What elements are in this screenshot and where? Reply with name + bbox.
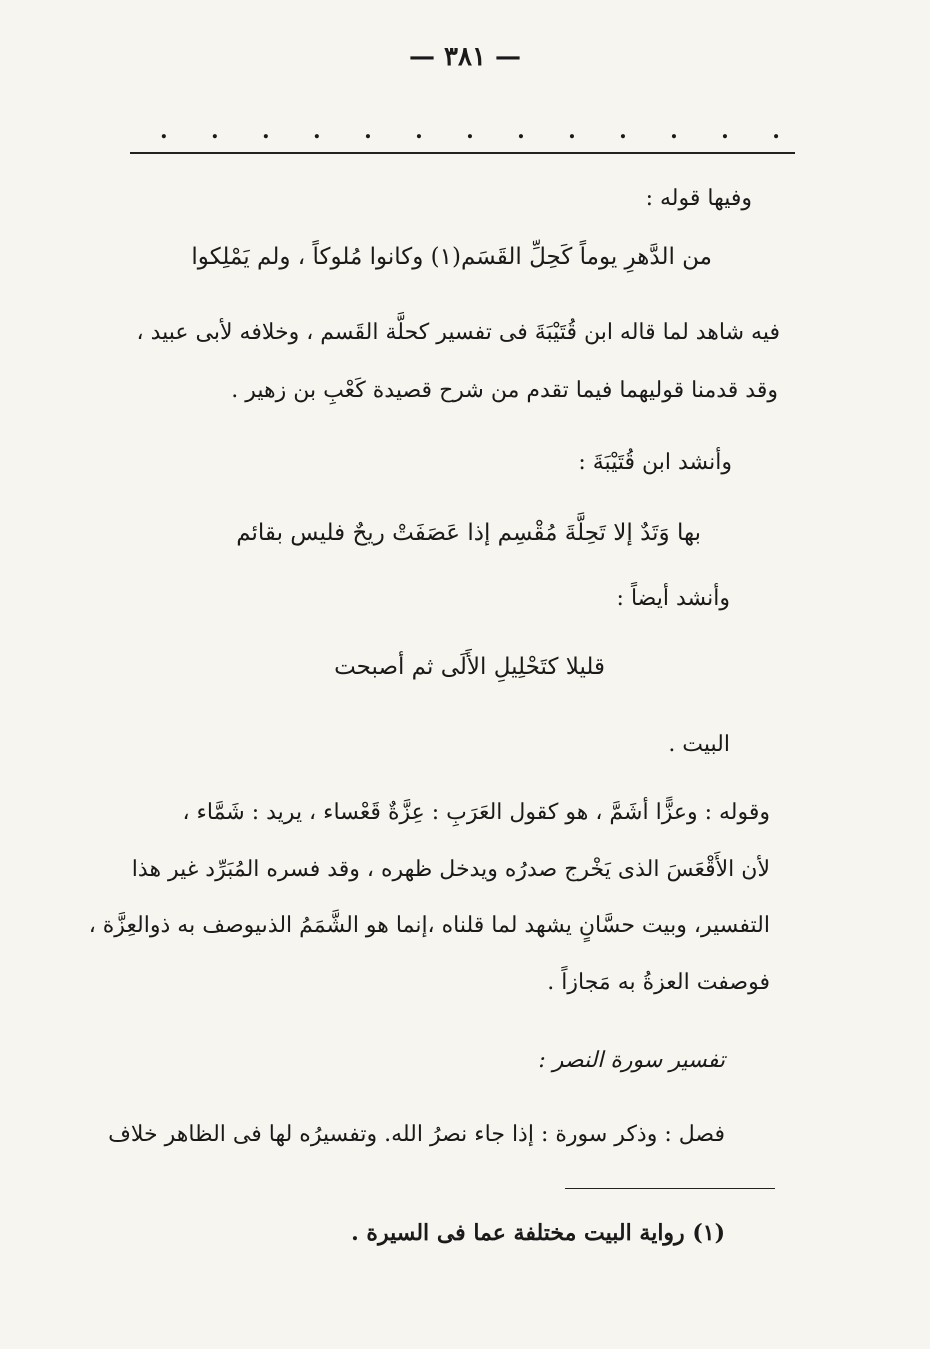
footnote: (١) رواية البيت مختلفة عما فى السيرة . (351, 1220, 725, 1246)
dot: . (415, 118, 423, 144)
text-line: وأنشد ابن قُتَيْبَةَ : (578, 450, 732, 475)
page-number: — ٣٨١ — (408, 42, 522, 72)
verse-line (334, 654, 605, 682)
dot: . (619, 118, 627, 144)
ornament-dots (160, 118, 780, 144)
text-line: فيه شاهد لما قاله ابن قُتَيْبَةَ فى تفسير كحلَّة القَسم ، وخلافه لأبى عبيد ، (136, 320, 780, 345)
dot: . (364, 118, 372, 144)
text-line: وفيها قوله : (645, 186, 752, 211)
dot: . (160, 118, 168, 144)
text-line: وقوله : وعزًّا أشَمَّ ، هو كقول العَرَبِ : عِزَّةٌ قَعْساء ، يريد : شَمَّاء ، (182, 800, 770, 825)
dot: . (313, 118, 321, 144)
text-line: وقد قدمنا قوليهما فيما تقدم من شرح قصيدة كَعْبِ بن زهير . (231, 378, 778, 403)
verse-first-hemistich: وكانوا مُلوكاً ، ولم يَمْلِكوا (191, 244, 424, 270)
verse-second-hemistich: من الدَّهرِ يوماً كَحِلِّ القَسَم(١) (430, 244, 712, 270)
verse-second-hemistich: قليلا كتَحْلِيلِ الأَلَى ثم أصبحت (334, 654, 605, 680)
dot: . (568, 118, 576, 144)
section-heading: تفسير سورة النصر : (538, 1048, 725, 1073)
verse-line (236, 520, 745, 548)
header-rule (130, 152, 795, 154)
text-line: التفسير، وبيت حسَّانٍ يشهد لما قلناه ،إنما هو الشَّمَمُ الذىيوصف به ذوالعِزَّة ، (88, 913, 770, 938)
dot: . (466, 118, 474, 144)
verse-line (191, 244, 752, 272)
dot: . (772, 118, 780, 144)
text-line: فصل : وذكر سورة : إذا جاء نصرُ الله. وتفسيرُه لها فى الظاهر خلاف (108, 1122, 725, 1147)
text-line: لأن الأَقْعَسَ الذى يَخْرج صدرُه ويدخل ظهره ، وقد فسره المُبَرِّد غير هذا (131, 857, 770, 882)
dot: . (721, 118, 729, 144)
dot: . (517, 118, 525, 144)
dot: . (211, 118, 219, 144)
verse-second-hemistich: بها وَتَدٌ إلا تَحِلَّةَ مُقْسِم (497, 520, 701, 546)
text-line: فوصفت العزةُ به مَجازاً . (547, 970, 770, 995)
verse-first-hemistich: إذا عَصَفَتْ ريحٌ فليس بقائم (236, 520, 491, 546)
text-line: وأنشد أيضاً : (616, 586, 730, 611)
text-line: البيت . (668, 732, 730, 757)
dot: . (262, 118, 270, 144)
footnote-rule (565, 1188, 775, 1189)
dot: . (670, 118, 678, 144)
